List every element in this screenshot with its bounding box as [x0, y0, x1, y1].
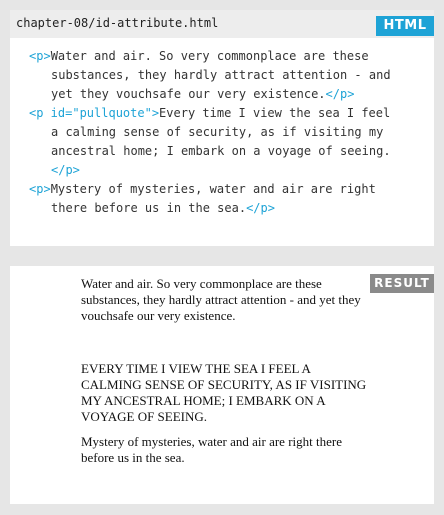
- code-text: Mystery of mysteries, water and air are right: [50, 182, 376, 196]
- code-line: [29, 123, 429, 142]
- code-text: ancestral home; I embark on a voyage of seeing.: [51, 144, 391, 158]
- code-line: [29, 161, 429, 180]
- code-text: substances, they hardly attract attention - and: [51, 68, 391, 82]
- code-line: [29, 66, 429, 85]
- code-tag: <p id="pullquote">: [29, 106, 160, 120]
- paragraph: Mystery of mysteries, water and air are right there before us in the sea.: [81, 434, 342, 465]
- result-badge: RESULT: [370, 274, 434, 293]
- code-tag: </p>: [325, 87, 355, 101]
- code-tag: </p>: [51, 163, 80, 177]
- code-line: [29, 180, 429, 199]
- code-panel: [10, 10, 434, 246]
- code-line: [29, 104, 429, 123]
- code-tag: <p>: [29, 182, 51, 196]
- code-body: [29, 47, 429, 218]
- paragraph: Water and air. So very commonplace are these substances, they hardly attract attention - and yet they vouchsafe our very existence.: [81, 276, 361, 323]
- code-text: Every time I view the sea I feel: [159, 106, 391, 120]
- result-panel: [10, 266, 434, 504]
- code-tag: <p>: [29, 49, 51, 63]
- code-tag: </p>: [246, 201, 275, 215]
- code-line: [29, 142, 429, 161]
- code-text: yet they vouchsafe our very existence.: [51, 87, 326, 101]
- code-line: [29, 199, 429, 218]
- code-line: [29, 85, 429, 104]
- code-line: [29, 47, 429, 66]
- code-text: a calming sense of security, as if visiting my: [51, 125, 384, 139]
- code-header: [10, 10, 434, 38]
- pullquote-paragraph: EVERY TIME I VIEW THE SEA I FEEL A CALMING SENSE OF SECURITY, AS IF VISITING MY ANCESTRAL HOME; I EMBARK ON A VOYAGE OF SEEING.: [81, 361, 367, 424]
- file-name: chapter-08/id-attribute.html: [16, 16, 219, 30]
- code-text: Water and air. So very commonplace are these: [50, 49, 369, 63]
- code-text: there before us in the sea.: [51, 201, 247, 215]
- html-badge: HTML: [376, 16, 434, 36]
